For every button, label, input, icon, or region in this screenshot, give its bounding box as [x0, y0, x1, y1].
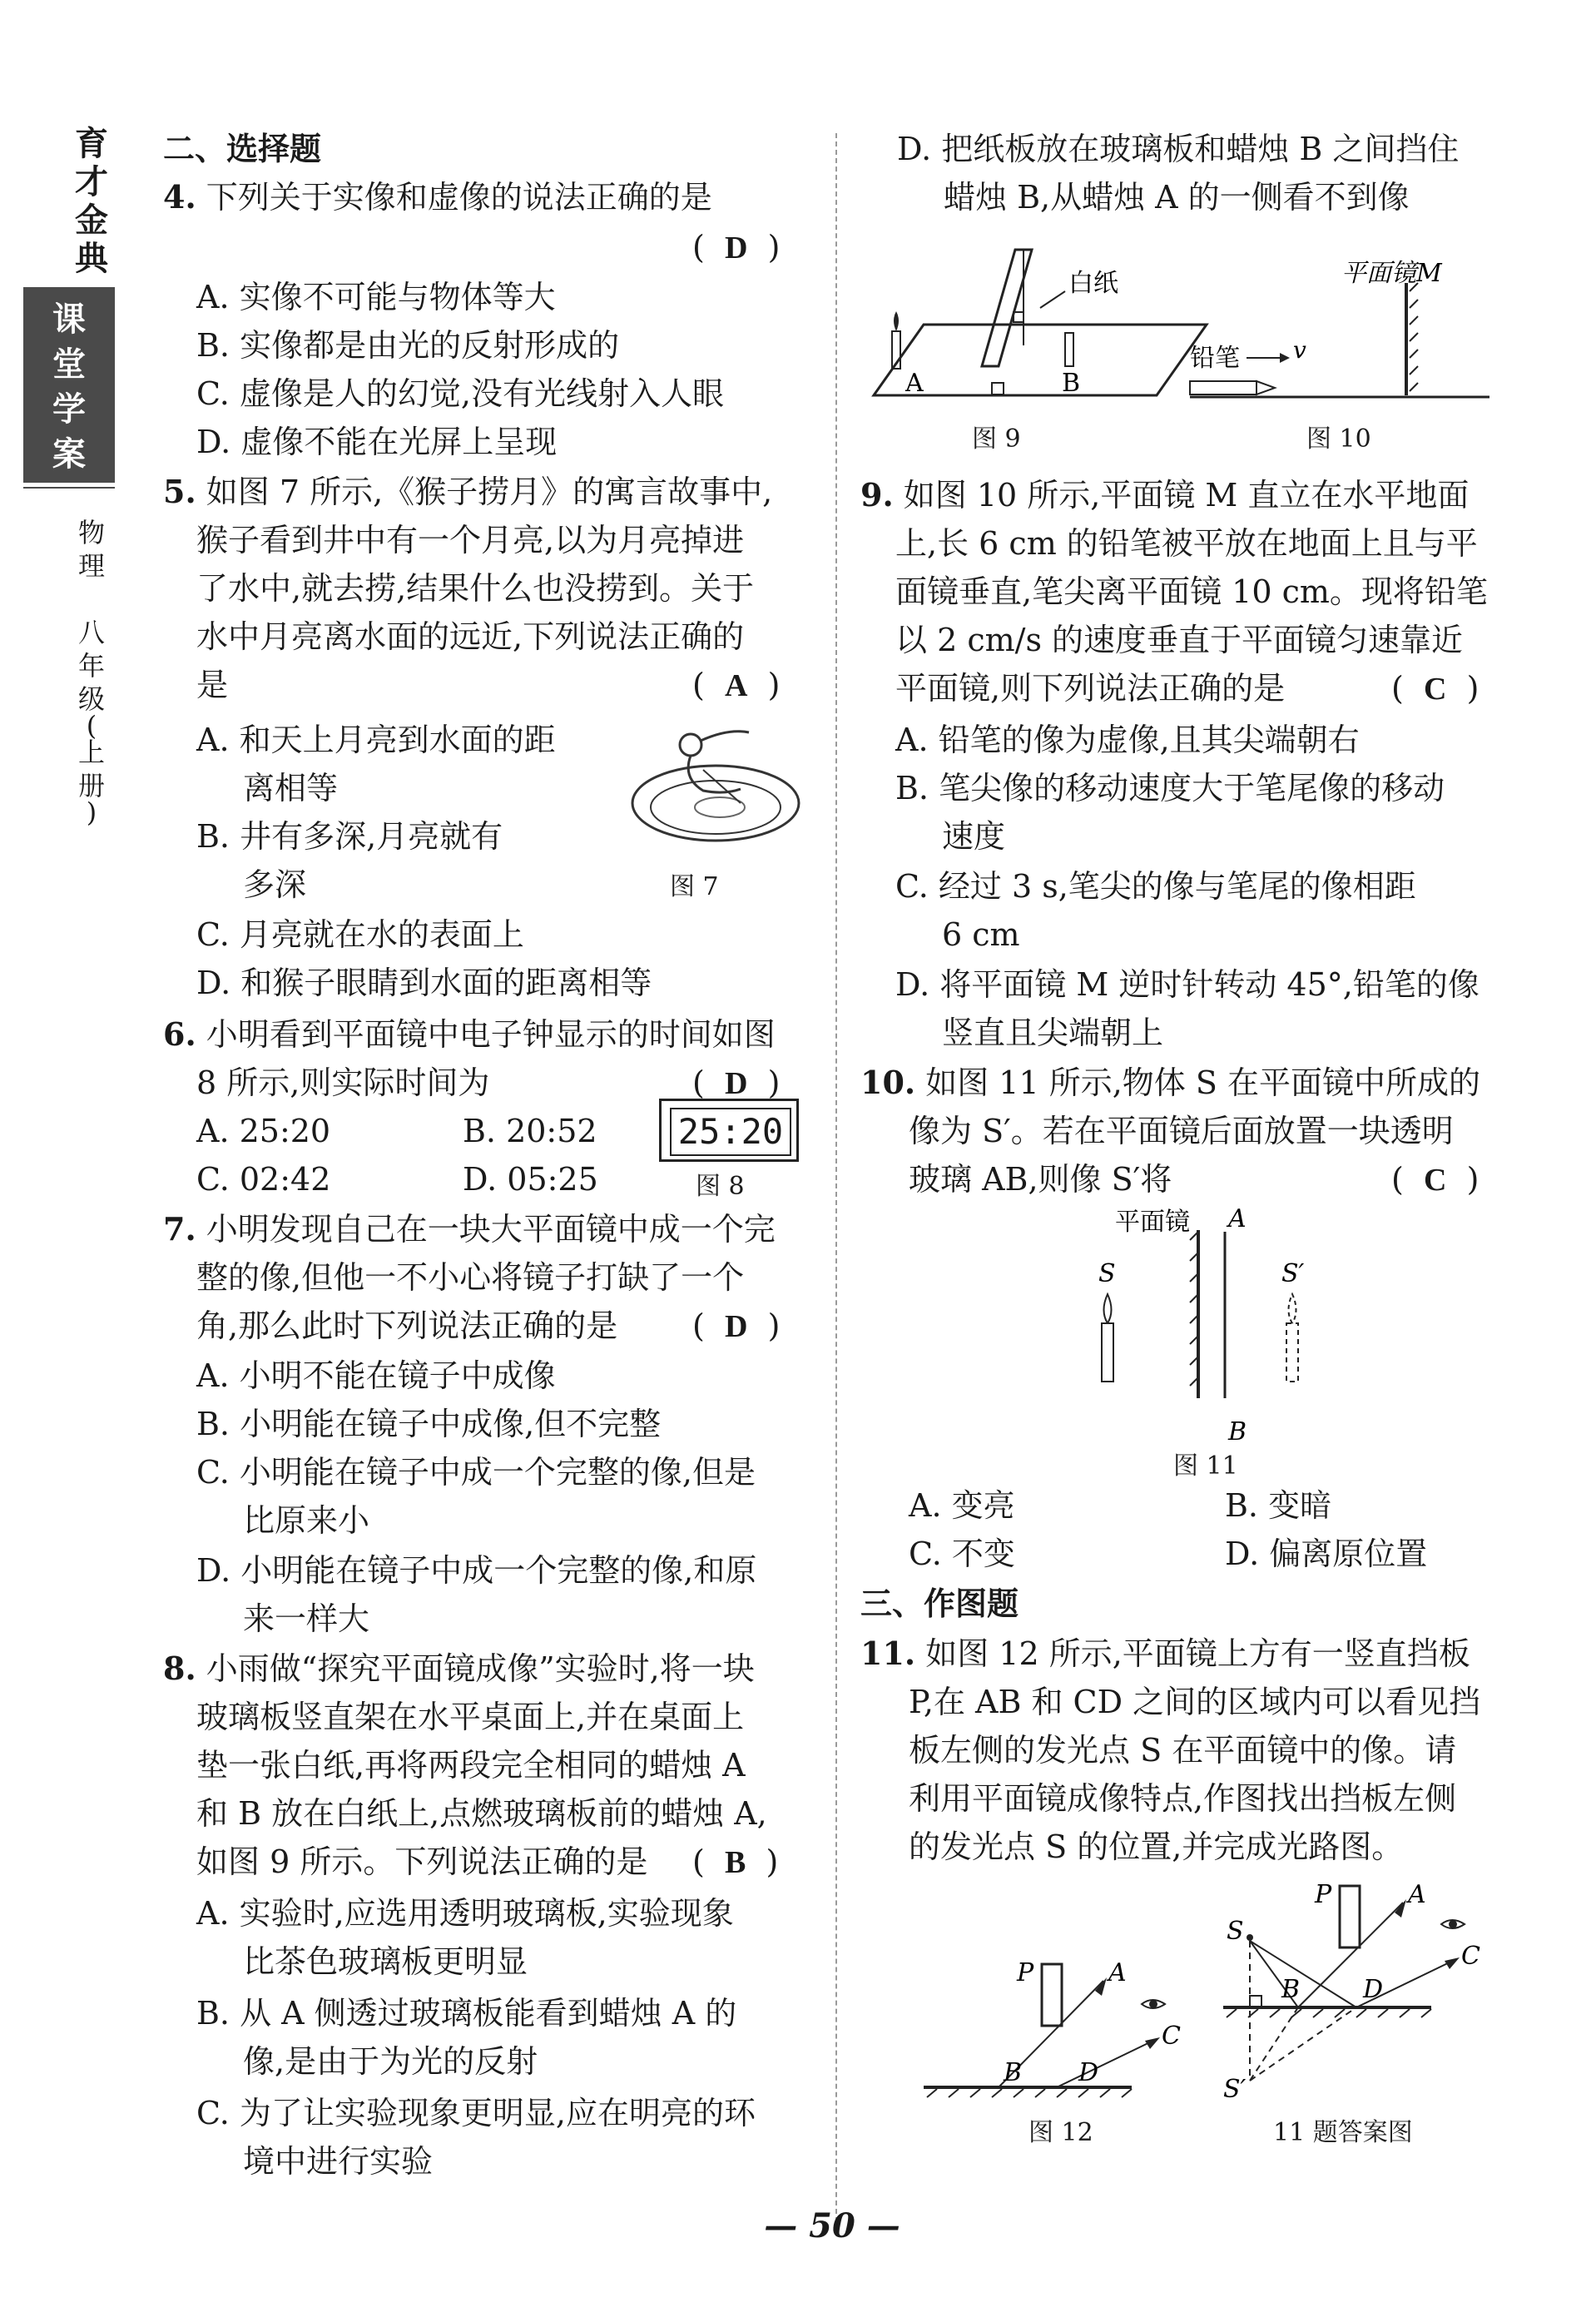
spine-subject-char: 物: [77, 517, 105, 548]
figure-11-b-label: B: [1228, 1417, 1247, 1446]
option-b-cont: 多深: [243, 866, 307, 903]
figure-12-p-label: P: [1017, 1958, 1034, 1987]
question-11-line: P,在 AB 和 CD 之间的区域内可以看见挡: [909, 1684, 1481, 1720]
q8-option-d: D. 把纸板放在玻璃板和蜡烛 B 之间挡住: [897, 131, 1460, 167]
question-7-line: 角,那么此时下列说法正确的是: [196, 1307, 618, 1344]
figure-7-caption: 图 7: [670, 872, 719, 901]
option-d: D. 05:25: [463, 1161, 598, 1198]
figure-11-s-label: S: [1098, 1259, 1116, 1288]
option-b: B. 20:52: [463, 1113, 597, 1149]
option-d-cont: 来一样大: [243, 1600, 370, 1637]
figure-12-mirror-barrier: [915, 1947, 1198, 2114]
question-number: 6.: [163, 1015, 196, 1053]
answer-fig-s-image-label: S′: [1223, 2075, 1247, 2104]
figure-8-clock: [659, 1099, 799, 1162]
figure-11-caption: 图 11: [1173, 1451, 1238, 1481]
question-10-line: 玻璃 AB,则像 S′将: [909, 1161, 1172, 1198]
figure-11-answer-caption: 11 题答案图: [1273, 2118, 1413, 2147]
clock-display: 25:20: [670, 1108, 791, 1156]
spine-brand-char: 典: [75, 239, 108, 278]
option-b: B. 实像都是由光的反射形成的: [196, 327, 620, 364]
question-number: 11.: [860, 1635, 916, 1672]
figure-12-b-label: B: [1004, 2058, 1023, 2087]
question-text: 小雨做“探究平面镜成像”实验时,将一块: [206, 1650, 755, 1687]
figure-10-caption: 图 10: [1306, 424, 1371, 454]
question-number: 4.: [163, 178, 196, 216]
answer-fig-b-label: B: [1281, 1975, 1301, 2004]
option-b: B. 小明能在镜子中成像,但不完整: [196, 1406, 662, 1442]
answer-value: C: [1423, 1163, 1447, 1198]
section-title-choice: 二、选择题: [163, 130, 322, 167]
answer-bracket: ( A ): [692, 667, 781, 703]
question-number: 9.: [860, 476, 894, 514]
option-a: A. 铅笔的像为虚像,且其尖端朝右: [895, 722, 1360, 758]
question-number: 10.: [860, 1064, 916, 1101]
question-10-line: [860, 1059, 1480, 1107]
spine-grade-char: 上: [77, 737, 105, 768]
figure-10-pencil-mirror: [1182, 250, 1498, 416]
question-4-stem: [163, 173, 712, 221]
question-8-line: 玻璃板竖直架在水平桌面上,并在桌面上: [196, 1699, 745, 1735]
option-b: B. 笔尖像的移动速度大于笔尾像的移动: [895, 770, 1445, 806]
question-11-line: 利用平面镜成像特点,作图找出挡板左侧: [909, 1780, 1457, 1817]
spine-grade-char: 八: [77, 617, 105, 648]
figure-12-c-label: C: [1162, 2022, 1181, 2051]
option-d: D. 将平面镜 M 逆时针转动 45°,铅笔的像: [895, 966, 1480, 1003]
question-9-line: 面镜垂直,笔尖离平面镜 10 cm。现将铅笔: [895, 573, 1488, 610]
figure-11-s-image-label: S′: [1281, 1259, 1305, 1288]
answer-value: C: [1423, 672, 1447, 707]
option-c: C. 不变: [909, 1536, 1015, 1572]
question-11-line: [860, 1630, 1470, 1678]
answer-value: D: [724, 231, 748, 265]
spine-brand-char: 育: [75, 124, 108, 163]
option-a-cont: 离相等: [243, 770, 339, 806]
question-5-line: [163, 468, 772, 516]
answer-bracket: ( D ): [692, 1064, 781, 1101]
question-11-line: 的发光点 S 的位置,并完成光路图。: [909, 1828, 1404, 1865]
option-a: A. 25:20: [196, 1113, 331, 1149]
question-7-line: 整的像,但他一不小心将镜子打缺了一个: [196, 1259, 745, 1296]
option-b: B. 变暗: [1225, 1487, 1332, 1524]
question-text: 下列关于实像和虚像的说法正确的是: [206, 179, 712, 216]
section-title-drawing: 三、作图题: [860, 1585, 1019, 1622]
question-number: 5.: [163, 473, 196, 510]
figure-11-answer-diagram: [1215, 1873, 1514, 2114]
option-c-cont: 境中进行实验: [243, 2143, 434, 2180]
option-b-cont: 速度: [942, 818, 1006, 855]
question-8-line: [163, 1645, 755, 1693]
option-c: C. 小明能在镜子中成一个完整的像,但是: [196, 1454, 756, 1491]
spine-series-char: 案: [52, 434, 86, 474]
q8-option-d-cont: 蜡烛 B,从蜡烛 A 的一侧看不到像: [944, 179, 1410, 216]
figure-12-d-label: D: [1078, 2058, 1099, 2087]
answer-value: D: [724, 1066, 748, 1101]
figure-9-paper-label: 白纸: [1068, 269, 1118, 298]
answer-bracket: ( D ): [692, 229, 781, 265]
question-text: 如图 12 所示,平面镜上方有一竖直挡板: [925, 1635, 1470, 1672]
question-6-line: [163, 1010, 776, 1059]
answer-bracket: ( B ): [692, 1843, 779, 1880]
answer-fig-a-label: A: [1408, 1880, 1426, 1909]
question-number: 7.: [163, 1210, 196, 1248]
figure-10-v-label: v: [1293, 336, 1306, 364]
answer-bracket: ( C ): [1391, 1161, 1480, 1198]
option-a: A. 实验时,应选用透明玻璃板,实验现象: [196, 1895, 734, 1932]
question-5-line: 是: [196, 667, 229, 703]
option-a: A. 小明不能在镜子中成像: [196, 1357, 556, 1394]
question-8-line: 和 B 放在白纸上,点燃玻璃板前的蜡烛 A,: [196, 1795, 767, 1832]
spine-rule: [23, 487, 115, 489]
question-text: 小明看到平面镜中电子钟显示的时间如图: [206, 1016, 776, 1053]
question-text: 小明发现自己在一块大平面镜中成一个完: [206, 1211, 776, 1248]
figure-8-caption: 图 8: [696, 1172, 745, 1201]
answer-value: B: [724, 1845, 746, 1880]
question-text: 如图 10 所示,平面镜 M 直立在水平地面: [903, 477, 1470, 514]
spine-series-char: 课: [52, 300, 86, 339]
answer-fig-p-label: P: [1315, 1880, 1332, 1909]
question-9-line: [860, 471, 1469, 519]
spine-grade-char: 册: [77, 770, 105, 801]
answer-bracket: ( C ): [1391, 670, 1480, 707]
figure-12-caption: 图 12: [1028, 2118, 1093, 2147]
page-number: — 50 —: [764, 2206, 900, 2245]
option-b: B. 井有多深,月亮就有: [196, 818, 503, 855]
option-c: C. 虚像是人的幻觉,没有光线射入人眼: [196, 375, 724, 412]
question-6-line: 8 所示,则实际时间为: [196, 1064, 490, 1101]
question-5-line: 了水中,就去捞,结果什么也没捞到。关于: [196, 570, 755, 607]
option-a: A. 实像不可能与物体等大: [196, 279, 556, 315]
answer-fig-s-label: S: [1227, 1917, 1244, 1946]
question-11-line: 板左侧的发光点 S 在平面镜中的像。请: [909, 1732, 1457, 1769]
figure-10-pencil-label: 铅笔: [1190, 344, 1240, 373]
option-c: C. 经过 3 s,笔尖的像与笔尾的像相距: [895, 868, 1416, 905]
answer-value: D: [724, 1309, 748, 1344]
option-d: D. 和猴子眼睛到水面的距离相等: [196, 965, 652, 1001]
answer-bracket: ( D ): [692, 1307, 781, 1344]
option-c-cont: 6 cm: [942, 916, 1020, 953]
spine-series-char: 学: [52, 389, 86, 429]
option-d: D. 虚像不能在光屏上呈现: [196, 424, 558, 460]
figure-10-mirror-label: 平面镜M: [1341, 259, 1442, 288]
question-9-line: 上,长 6 cm 的铅笔被平放在地面上且与平: [895, 525, 1478, 562]
option-c-cont: 比原来小: [243, 1502, 370, 1539]
figure-9-glass-plate-setup: [865, 233, 1215, 408]
option-c: C. 为了让实验现象更明显,应在明亮的环: [196, 2095, 756, 2131]
option-d-cont: 竖直且尖端朝上: [942, 1015, 1164, 1051]
option-a: A. 变亮: [909, 1487, 1015, 1524]
question-8-line: 垫一张白纸,再将两段完全相同的蜡烛 A: [196, 1747, 746, 1784]
option-d: D. 偏离原位置: [1225, 1536, 1428, 1572]
figure-7-monkey-well: [624, 724, 807, 849]
option-b-cont: 像,是由于为光的反射: [243, 2043, 538, 2080]
option-d: D. 小明能在镜子中成一个完整的像,和原: [196, 1552, 757, 1589]
option-b: B. 从 A 侧透过玻璃板能看到蜡烛 A 的: [196, 1995, 737, 2032]
question-9-line: 平面镜,则下列说法正确的是: [895, 670, 1286, 707]
spine-grade-char: 年: [77, 650, 105, 682]
figure-9-caption: 图 9: [972, 424, 1021, 454]
spine-grade-char: 级: [77, 683, 105, 715]
question-text: 如图 11 所示,物体 S 在平面镜中所成的: [925, 1064, 1481, 1101]
figure-11-mirror-candle: [1082, 1198, 1348, 1448]
figure-9-b-label: B: [1062, 369, 1081, 398]
answer-value: A: [724, 668, 748, 703]
question-7-line: [163, 1205, 776, 1253]
option-c: C. 02:42: [196, 1161, 331, 1198]
spine-series-char: 堂: [52, 345, 86, 384]
spine-brand-char: 金: [75, 201, 108, 240]
spine-subject-char: 理: [77, 550, 105, 582]
option-a: A. 和天上月亮到水面的距: [196, 722, 556, 758]
question-8-line: 如图 9 所示。下列说法正确的是: [196, 1843, 648, 1880]
question-5-line: 水中月亮离水面的远近,下列说法正确的: [196, 618, 745, 655]
answer-fig-d-label: D: [1363, 1975, 1384, 2004]
option-c: C. 月亮就在水的表面上: [196, 916, 524, 953]
spine-grade-char: ): [86, 796, 97, 828]
column-divider: [835, 133, 837, 2230]
question-5-line: 猴子看到井中有一个月亮,以为月亮掉进: [196, 522, 745, 558]
option-a-cont: 比茶色玻璃板更明显: [243, 1943, 528, 1980]
answer-fig-c-label: C: [1461, 1942, 1480, 1971]
figure-11-mirror-label: 平面镜: [1115, 1208, 1190, 1237]
figure-12-a-label: A: [1108, 1958, 1127, 1987]
question-text: 如图 7 所示,《猴子捞月》的寓言故事中,: [206, 474, 773, 510]
figure-11-a-label: A: [1228, 1204, 1247, 1233]
question-10-line: 像为 S′。若在平面镜后面放置一块透明: [909, 1113, 1454, 1149]
figure-9-a-label: A: [905, 369, 924, 398]
question-number: 8.: [163, 1650, 196, 1687]
spine-grade-char: (: [86, 710, 97, 742]
spine-brand-char: 才: [75, 162, 108, 201]
question-9-line: 以 2 cm/s 的速度垂直于平面镜匀速靠近: [895, 622, 1464, 658]
